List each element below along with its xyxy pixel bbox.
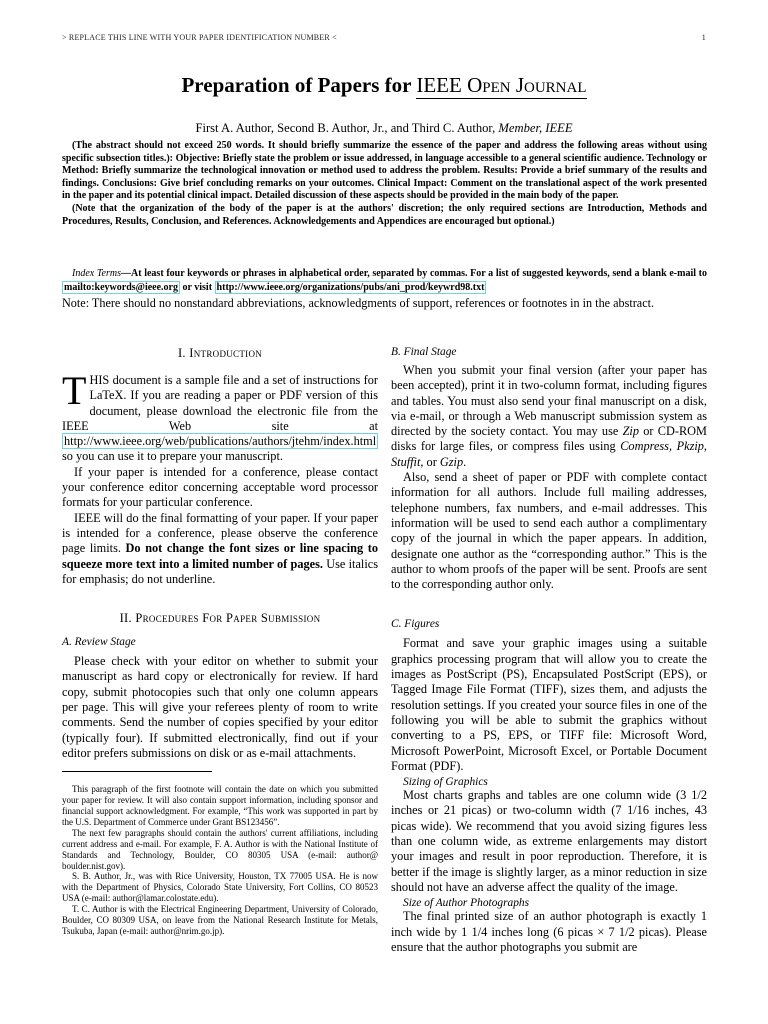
author-list xyxy=(0,121,768,136)
final-stage-paragraph-2: Also, send a sheet of paper or PDF with complete contact information for all authors. Include full mailing addresses, telephone numbers, fax numbers, and e-mail addresses. This information will be used to send each author a complimentary copy of the journal in which the paper appears. In addition, designate one author as the “corresponding author.” This is the author to whom proofs of the paper will be sent. Proofs are sent to the corresponding author only. xyxy=(391,470,707,592)
intro-text-a: HIS document is a sample file and a set of instructions for LaTeX. If you are reading a paper or PDF version of this document, please download the electronic file from the IEEE Web site at xyxy=(62,373,378,433)
right-column xyxy=(391,346,707,955)
title-main: Preparation of Papers for xyxy=(181,73,417,97)
title-journal: IEEE Open Journal xyxy=(416,73,587,97)
compression-tools: Compress, Pkzip, Stuffit, xyxy=(391,439,708,469)
final-stage-paragraph-1 xyxy=(391,363,707,470)
intro-p3-a: IEEE will do the final formatting of your paper. If your paper is intended for a conference, please observe the conference page limits. xyxy=(62,510,378,556)
footnote-paragraph: This paragraph of the first footnote will contain the date on which you submitted your paper for review. It will also contain support information, including sponsor and financial support acknowledgment. For example, “This work was supported in part by the U.S. Department of Commerce under Grant BS123456”. xyxy=(62,784,378,827)
paper-title xyxy=(0,73,768,98)
footnote-paragraph: S. B. Author, Jr., was with Rice University, Houston, TX 77005 USA. He is now with the Department of Physics, Colorado State University, Fort Collins, CO 80523 USA (e-mail: author@lamar.colostate.edu). xyxy=(62,871,378,904)
index-terms-text: —At least four keywords or phrases in alphabetical order, separated by commas. For a list of suggested keywords, send a blank e-mail to xyxy=(120,268,708,279)
subsection-review-stage: A. Review Stage xyxy=(62,636,136,649)
figures-paragraph: Format and save your graphic images using a suitable graphics processing program that will allow you to create the images as PostScript (PS), Encapsulated PostScript (EPS), or Tagged Image File Format (TIFF), sizes them, and adjusts the resolution settings. If you created your source files in one of the following you will be able to submit the graphics without converting to a PS, EPS, or TIFF file: Microsoft Word, Microsoft PowerPoint, Microsoft Excel, or Portable Document Format (PDF). xyxy=(391,636,707,773)
zip-term: Zip xyxy=(622,424,639,439)
intro-paragraph-2: If your paper is intended for a conference, please contact your conference editor concerning acceptable word processor formats for your particular conference. xyxy=(62,464,378,510)
abstract-footer-note: Note: There should no nonstandard abbreviations, acknowledgments of support, references or footnotes in in the abstract. xyxy=(62,296,655,310)
photo-paragraph: The final printed size of an author photograph is exactly 1 inch wide by 1 1/4 inches long (6 picas × 7 1/2 picas). Please ensure that the author photographs you submit are xyxy=(391,909,707,954)
section-number: I. xyxy=(177,346,190,360)
final-stage-or: or xyxy=(423,454,440,469)
review-stage-paragraph: Please check with your editor on whether to submit your manuscript as hard copy or electronically for review. If hard copy, submit photocopies such that only one column appears per page. This will give your referees plenty of room to write comments. Send the number of copies specified by your editor (typically four). If submitted electronically, find out if your editor prefers submissions on disk or as e-mail attachments. xyxy=(62,654,378,760)
page-number: 1 xyxy=(701,33,706,42)
subsubsection-sizing: Sizing of Graphics xyxy=(403,776,488,789)
intro-paragraph-1 xyxy=(62,368,378,465)
final-stage-text-b: or CD-ROM disks for large files, or compress files using xyxy=(391,424,707,454)
ieee-authors-link[interactable]: http://www.ieee.org/web/publications/authors/jtehm/index.html xyxy=(64,434,377,449)
section-heading-procedures xyxy=(62,611,378,626)
author-membership: Member, IEEE xyxy=(498,121,573,135)
abstract-paragraph: (The abstract should not exceed 250 words. It should briefly summarize the essence of the paper and address the following areas without using specific subsection titles.): Objective: Briefly state the problem or issue addressed, in language accessible to a general scientific audience. Technology or Method: Briefly summarize the technological innovation or method used to address the problem. Results: Provide a brief summary of the results and findings. Conclusions: Give brief concluding remarks on your outcomes. Clinical Impact: Comment on the translational aspect of the work presented in the paper and its potential clinical impact. Detailed discussion of these aspects should be provided in the main body of the paper. xyxy=(62,140,707,202)
keywords-url-link[interactable]: http://www.ieee.org/organizations/pubs/ani_prod/keywrd98.txt xyxy=(216,281,485,293)
index-terms-label: Index Terms xyxy=(72,268,121,279)
author-names: First A. Author, Second B. Author, Jr., and Third C. Author, xyxy=(195,121,499,135)
intro-p3-b: Use italics for emphasis; do not underline. xyxy=(62,556,378,586)
running-head-text: > REPLACE THIS LINE WITH YOUR PAPER IDENTIFICATION NUMBER < xyxy=(62,33,337,42)
section-title: Introduction xyxy=(189,346,263,360)
footnote-paragraph: T. C. Author is with the Electrical Engineering Department, University of Colorado, Boulder, CO 80309 USA, on leave from the National Research Institute for Metals, Tsukuba, Japan (e-mail: author@nrim.go.jp). xyxy=(62,904,378,937)
subsection-final-stage: B. Final Stage xyxy=(391,346,457,358)
abstract-note: (Note that the organization of the body of the paper is at the authors' discretion; the only required sections are Introduction, Methods and Procedures, Results, Conclusion, and References. Acknowledgements and Appendices are encouraged but optional.) xyxy=(62,202,707,227)
footnote-paragraph: The next few paragraphs should contain the authors' current affiliations, including current address and e-mail. For example, F. A. Author is with the National Institute of Standards and Technology, Boulder, CO 80305 USA (e-mail: author@ boulder.nist.gov). xyxy=(62,827,378,871)
first-page-footnote xyxy=(62,784,378,937)
subsection-figures: C. Figures xyxy=(391,618,440,631)
final-stage-end: . xyxy=(463,454,467,469)
intro-text-b: so you can use it to prepare your manuscript. xyxy=(62,449,283,464)
sizing-paragraph: Most charts graphs and tables are one column wide (3 1/2 inches or 21 picas) or two-column width (7 1/16 inches, 43 picas wide). We recommend that you avoid sizing figures less than one column wide, as extreme enlargements may distort your images and result in poor reproduction. Therefore, it is better if the image is slightly larger, as a minor reduction in size should not have an adverse affect the quality of the image. xyxy=(391,788,707,894)
intro-paragraph-3 xyxy=(62,511,378,587)
drop-cap: T xyxy=(62,368,87,413)
subsubsection-photos: Size of Author Photographs xyxy=(403,897,530,910)
section-title: Procedures For Paper Submission xyxy=(135,611,321,626)
keywords-email-link[interactable]: mailto:keywords@ieee.org xyxy=(64,281,178,293)
section-heading-introduction xyxy=(62,346,378,361)
final-stage-text-a: When you submit your final version (after your paper has been accepted), print it in two-column format, including figures and tables. You must also send your final manuscript on a disk, via e-mail, or through a Web manuscript submission system as directed by the society contact. You may use xyxy=(391,363,707,439)
index-terms xyxy=(62,267,707,294)
abstract xyxy=(62,140,707,228)
gzip-term: Gzip xyxy=(439,454,464,469)
section-number: II. xyxy=(119,611,136,626)
running-header xyxy=(62,33,706,42)
intro-p3-bold: Do not change the font sizes or line spacing to squeeze more text into a limited number of pages. xyxy=(62,541,378,571)
index-terms-mid: or visit xyxy=(180,281,215,293)
left-column xyxy=(62,346,378,937)
